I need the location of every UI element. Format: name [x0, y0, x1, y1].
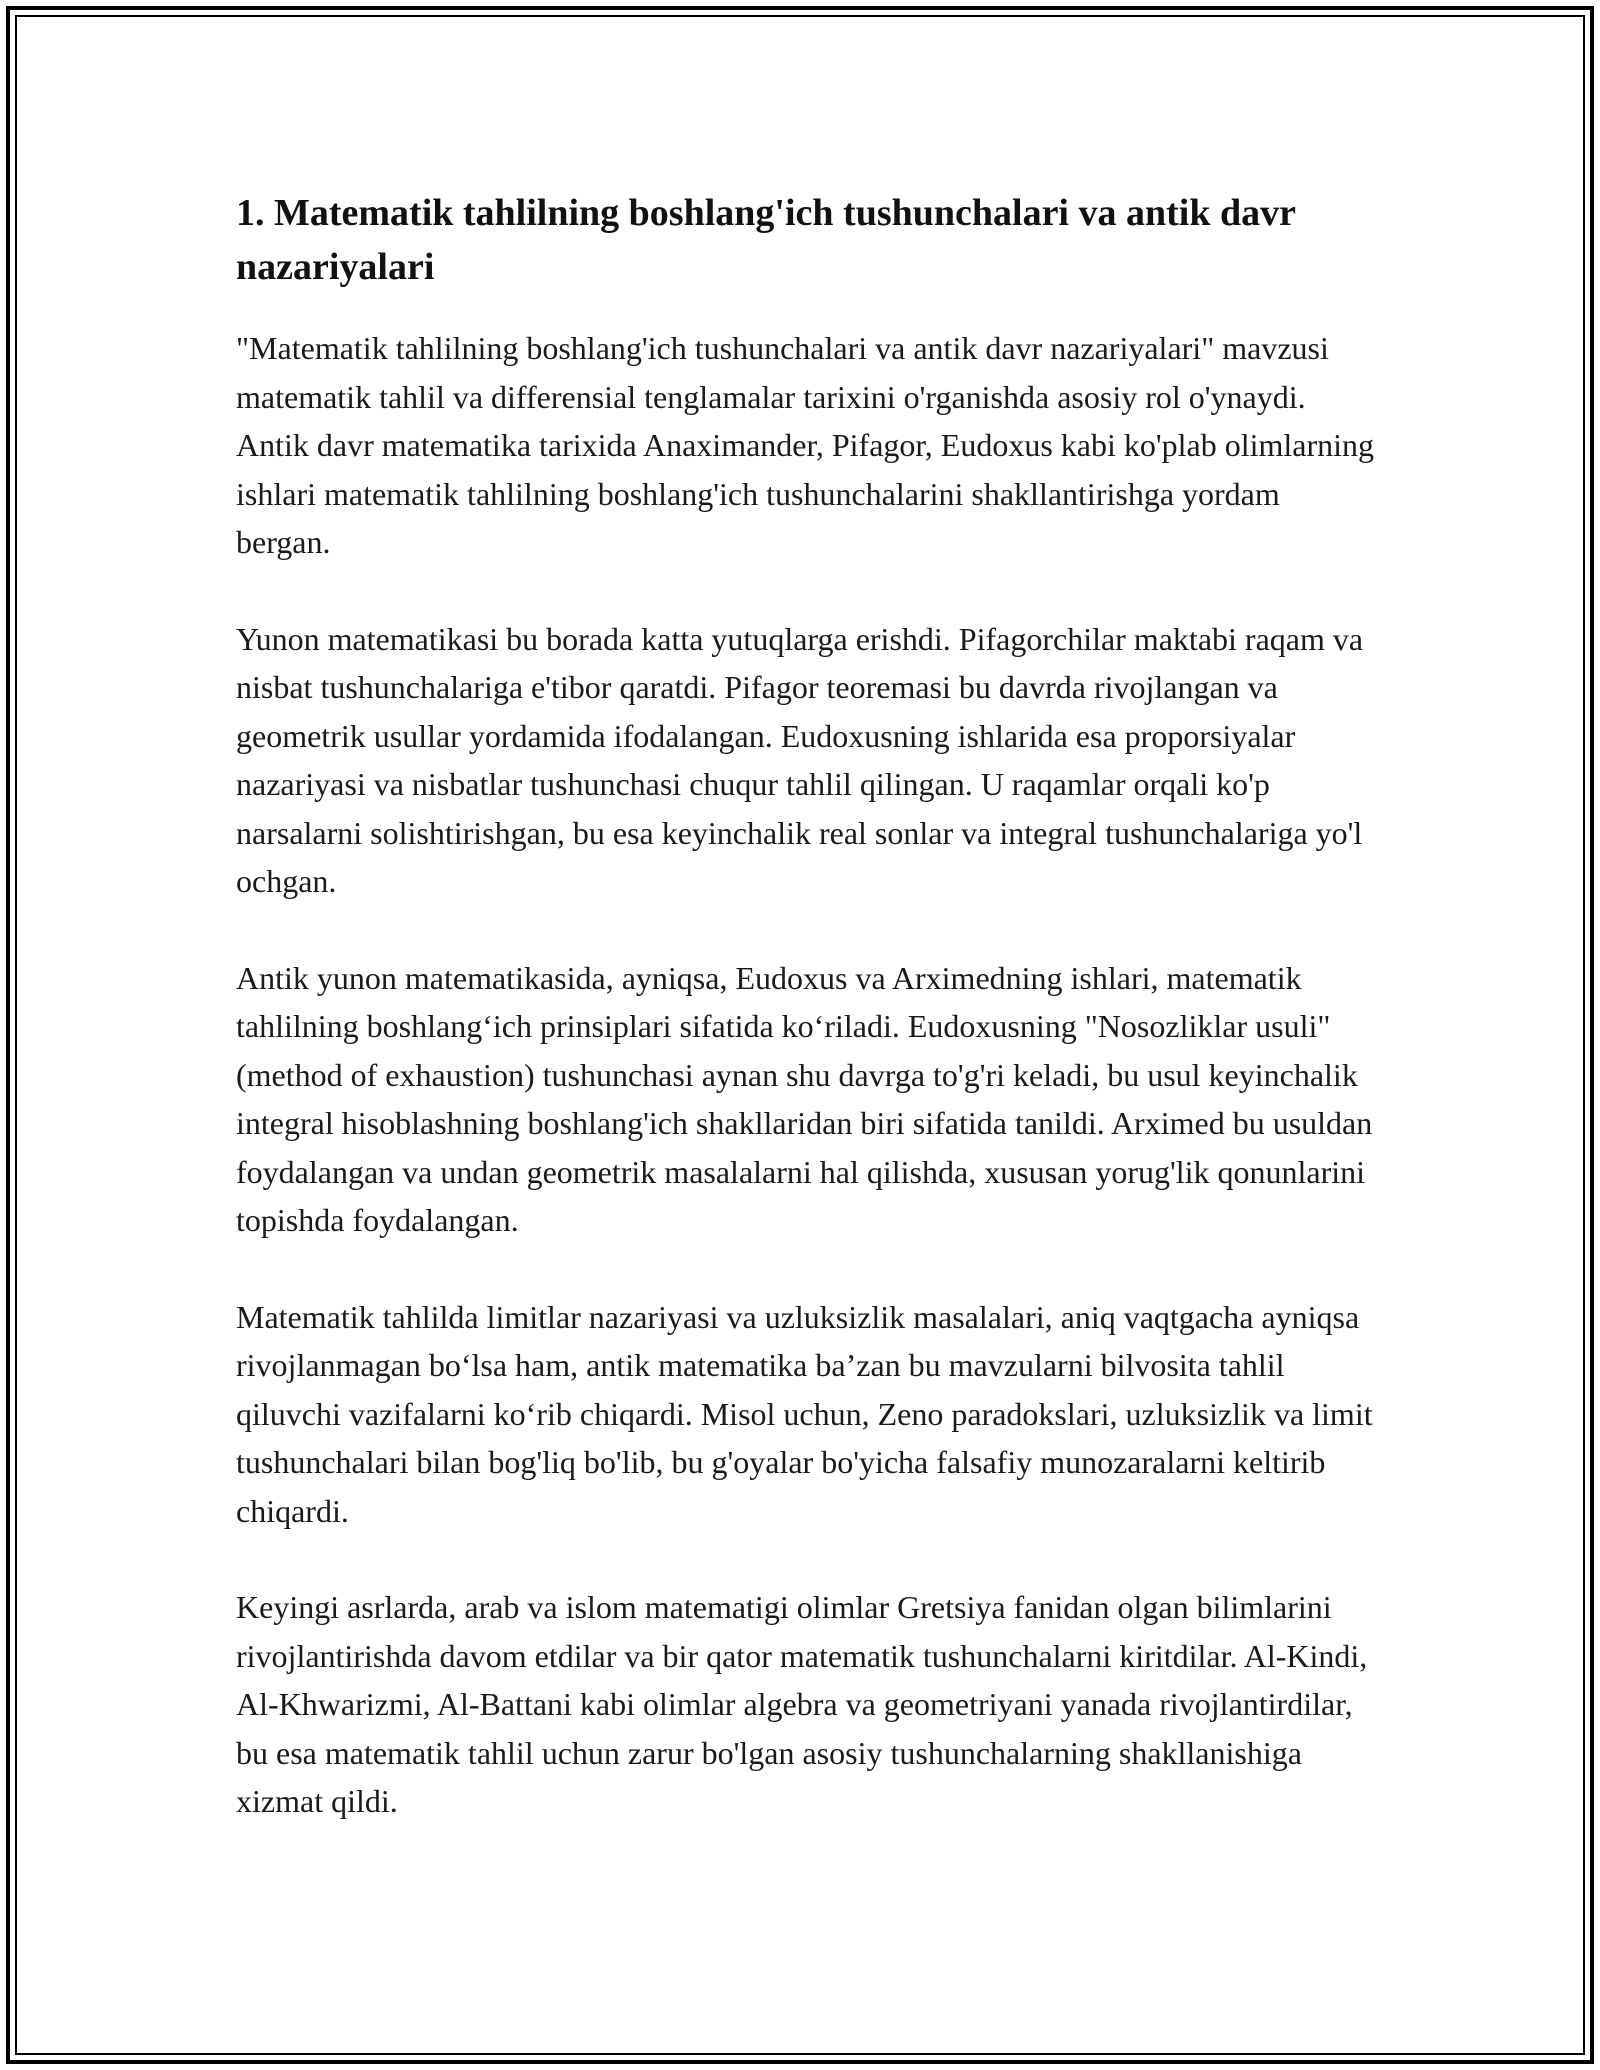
document-body — [236, 186, 1376, 1874]
paragraph-1: "Matematik tahlilning boshlang'ich tushunchalari va antik davr nazariyalari" mavzusi matematik tahlil va differensial tenglamalar tarixini o'rganishda asosiy rol o'ynaydi. Antik davr matematika tarixida Anaximander, Pifagor, Eudoxus kabi ko'plab olimlarning ishlari matematik tahlilning boshlang'ich tushunchalarini shakllantirishga yordam bergan. — [236, 330, 1375, 560]
paragraph-2: Yunon matematikasi bu borada katta yutuqlarga erishdi. Pifagorchilar maktabi raqam va nisbat tushunchalariga e'tibor qaratdi. Pifagor teoremasi bu davrda rivojlangan va geometrik usullar yordamida ifodalangan. Eudoxusning ishlarida esa proporsiyalar nazariyasi va nisbatlar tushunchasi chuqur tahlil qilingan. U raqamlar orqali ko'p narsalarni solishtirishgan, bu esa keyinchalik real sonlar va integral tushunchalariga yo'l ochgan. — [236, 620, 1364, 899]
paragraph-3: Antik yunon matematikasida, ayniqsa, Eudoxus va Arximedning ishlari, matematik tahlilning boshlang‘ich prinsiplari sifatida ko‘riladi. Eudoxusning "Nosozliklar usuli" (method of exhaustion) tushunchasi aynan shu davrga to'g'ri keladi, bu usul keyinchalik integral hisoblashning boshlang'ich shakllaridan biri sifatida tanildi. Arximed bu usuldan foydalangan va undan geometrik masalalarni hal qilishda, xususan yorug'lik qonunlarini topishda foydalangan. — [236, 959, 1373, 1238]
section-heading: 1. Matematik tahlilning boshlang'ich tushunchalari va antik davr nazariyalari — [236, 192, 1296, 288]
paragraph-4: Matematik tahlilda limitlar nazariyasi va uzluksizlik masalalari, aniq vaqtgacha ayniqsa rivojlanmagan bo‘lsa ham, antik matematika ba’zan bu mavzularni bilvosita tahlil qiluvchi vazifalarni ko‘rib chiqardi. Misol uchun, Zeno paradokslari, uzluksizlik va limit tushunchalari bilan bog'liq bo'lib, bu g'oyalar bo'yicha falsafiy munozaralarni keltirib chiqardi. — [236, 1298, 1373, 1529]
paragraph-5: Keyingi asrlarda, arab va islom matematigi olimlar Gretsiya fanidan olgan bilimlarini rivojlantirishda davom etdilar va bir qator matematik tushunchalarni kiritdilar. Al-Kindi, Al-Khwarizmi, Al-Battani kabi olimlar algebra va geometriyani yanada rivojlantirdilar, bu esa matematik tahlil uchun zarur bo'lgan asosiy tushunchalarning shakllanishiga xizmat qildi. — [236, 1589, 1368, 1819]
